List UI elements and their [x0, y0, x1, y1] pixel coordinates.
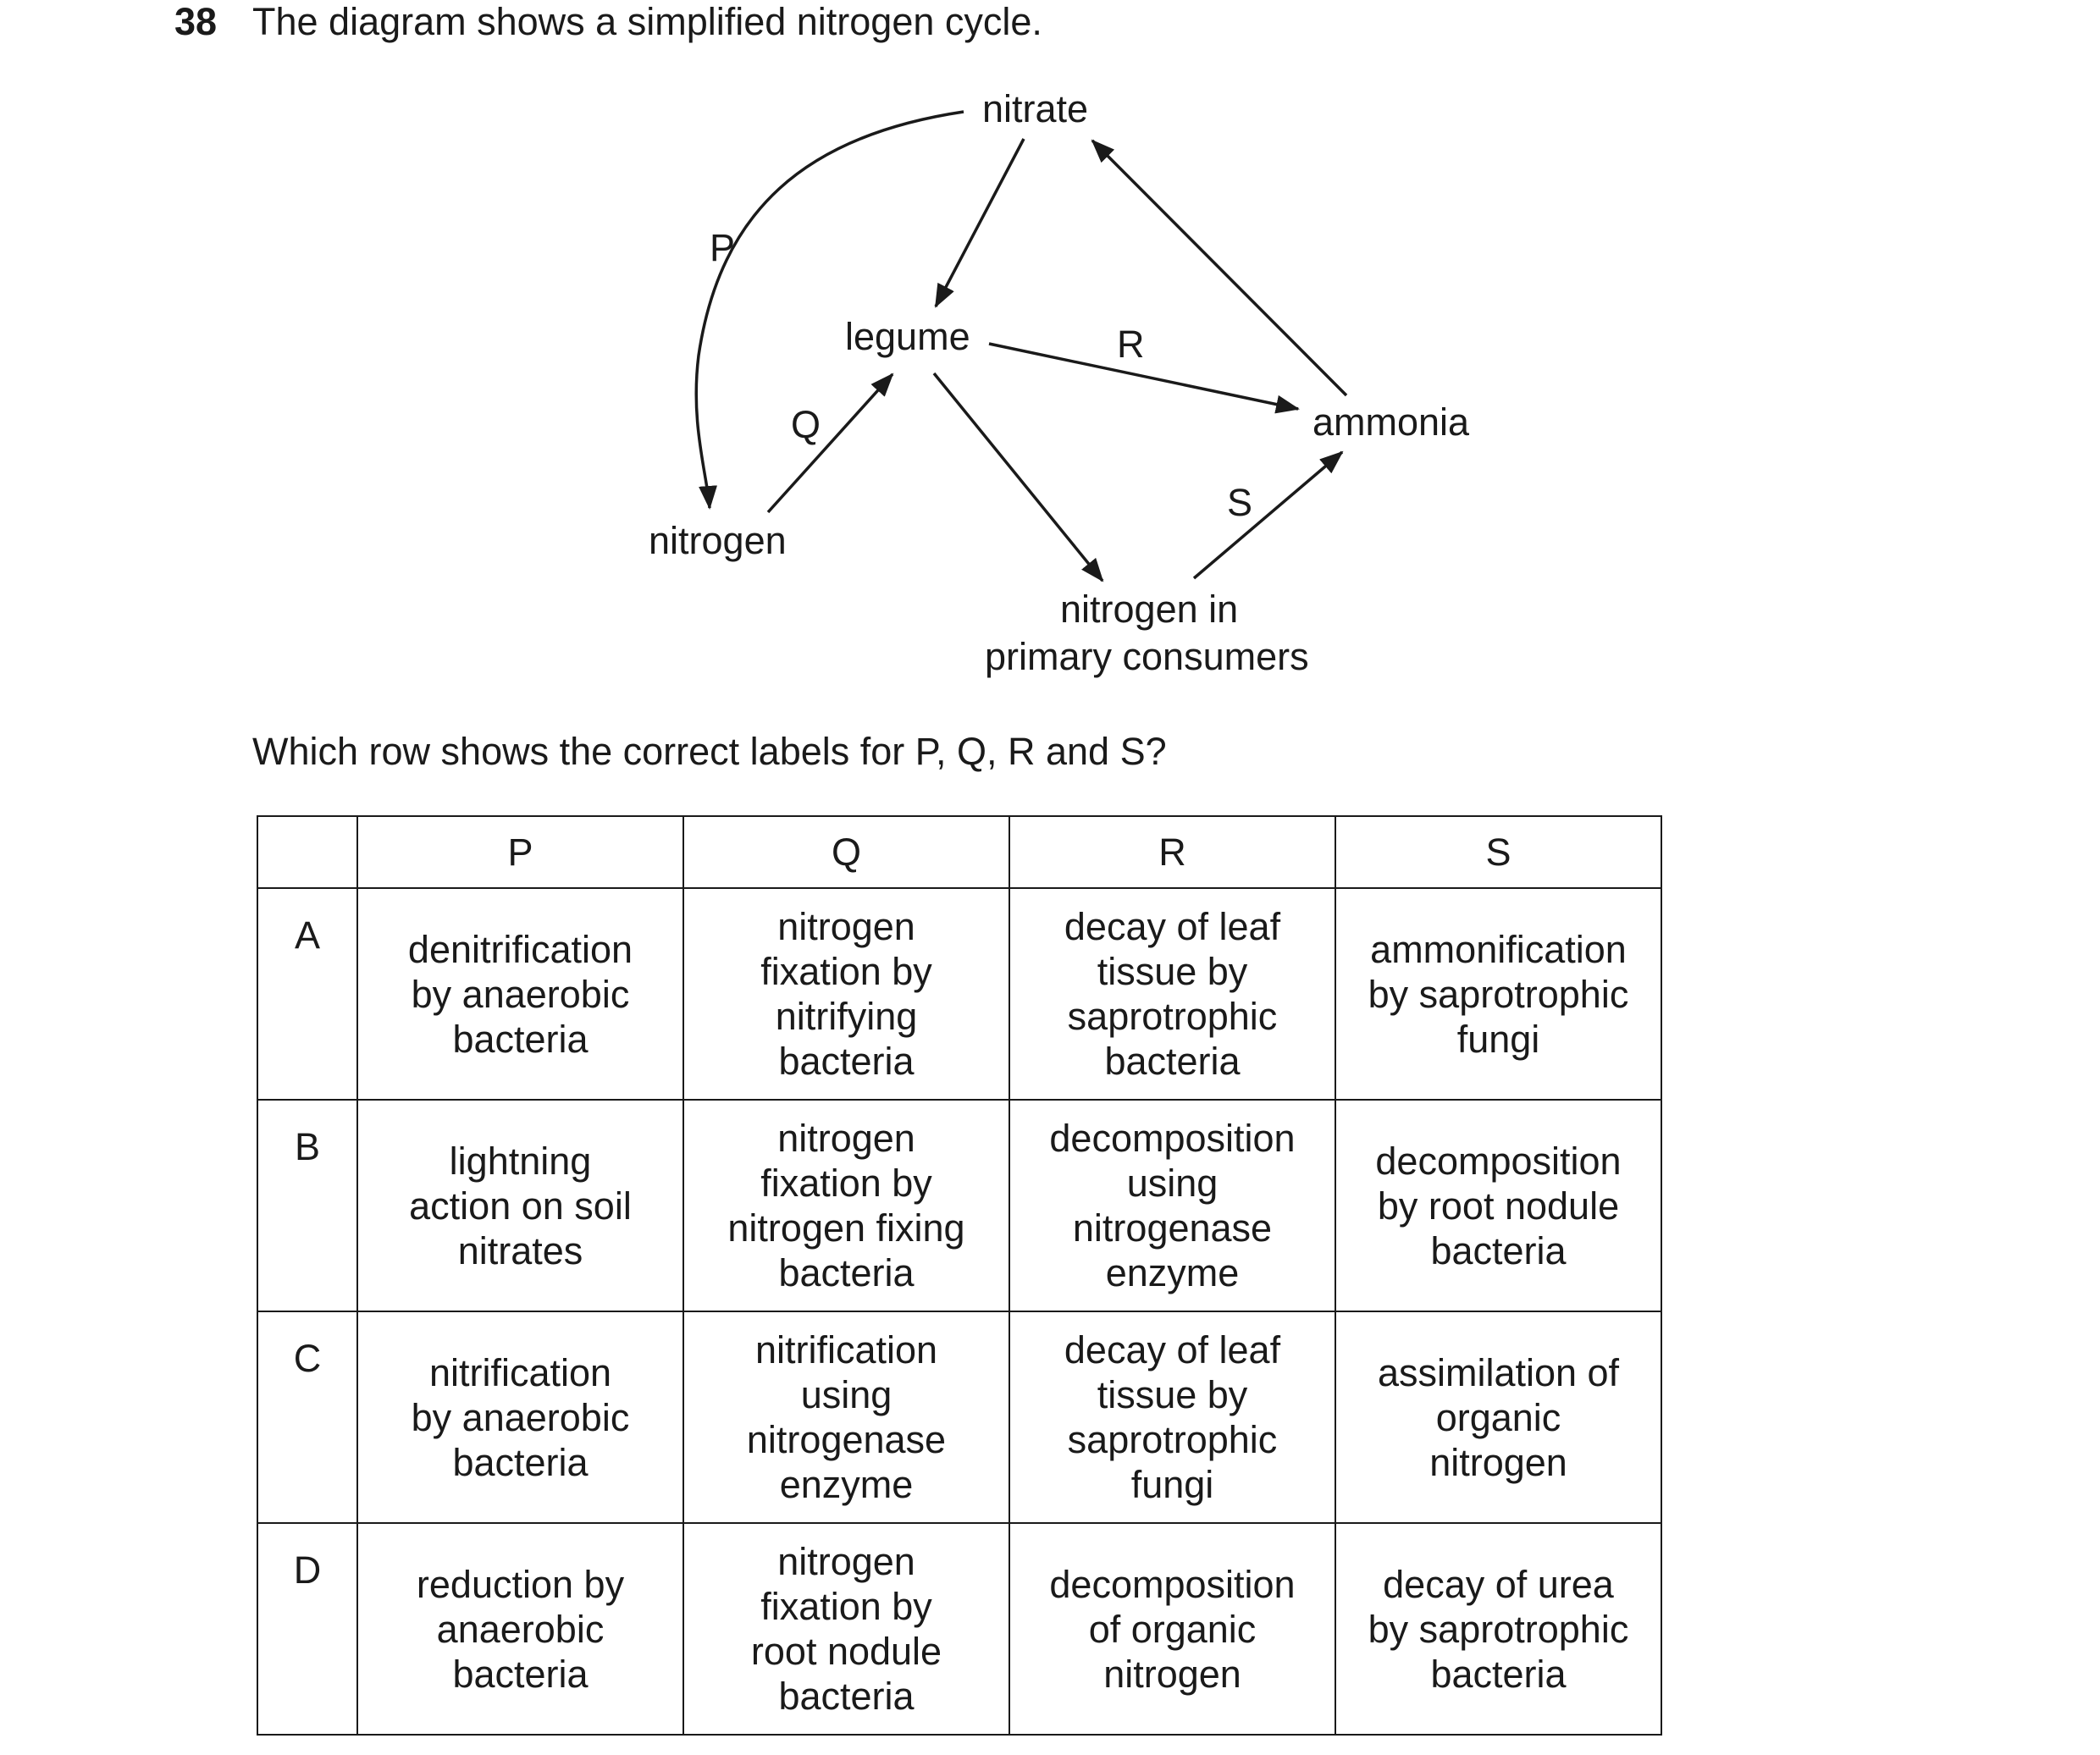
cell-line: fungi — [1456, 1017, 1540, 1061]
cell-line: saprotrophic — [1067, 1418, 1278, 1461]
cell-line: decay of leaf — [1064, 1328, 1281, 1371]
row-letter: C — [257, 1311, 357, 1523]
cell-line: bacteria — [1430, 1228, 1567, 1272]
cell-text — [1010, 1524, 1335, 1734]
cell-line: decomposition — [1049, 1117, 1296, 1160]
cell-line: by root nodule — [1377, 1184, 1620, 1228]
node-legume: legume — [845, 315, 970, 358]
cell-line: root nodule — [750, 1630, 942, 1673]
cell-b-r — [1009, 1100, 1335, 1311]
cell-text — [1336, 1101, 1661, 1311]
header-q: Q — [683, 816, 1009, 888]
cell-line: nitrogen — [777, 1540, 915, 1583]
cell-line: bacteria — [452, 1017, 589, 1061]
arrow-s-consumers-to-ammonia — [1194, 452, 1342, 578]
cell-line: nitrification — [428, 1350, 612, 1394]
cell-line: fungi — [1130, 1463, 1214, 1506]
cell-line: by anaerobic — [411, 972, 630, 1016]
row-letter: B — [257, 1100, 357, 1311]
cell-line: bacteria — [452, 1440, 589, 1484]
node-ammonia: ammonia — [1312, 400, 1470, 444]
cell-line: using — [800, 1373, 892, 1416]
header-s: S — [1335, 816, 1661, 888]
cell-line: bacteria — [1104, 1040, 1241, 1083]
cell-line: of organic — [1088, 1607, 1257, 1651]
arrow-label-r: R — [1117, 323, 1145, 366]
row-letter: D — [257, 1523, 357, 1735]
cell-text — [358, 889, 682, 1099]
cell-text — [1336, 889, 1661, 1099]
cell-a-q — [683, 888, 1009, 1100]
table-row-d — [257, 1523, 1661, 1735]
node-consumers-line1: nitrogen in — [1060, 588, 1239, 631]
cell-line: bacteria — [778, 1040, 915, 1083]
cell-line: decay of leaf — [1064, 905, 1281, 948]
cell-text — [358, 1524, 682, 1734]
cell-line: bacteria — [452, 1652, 589, 1696]
cell-line: action on soil — [409, 1184, 632, 1228]
cell-line: by saprotrophic — [1368, 972, 1629, 1016]
arrow-label-s: S — [1227, 481, 1253, 524]
cell-d-s — [1335, 1523, 1661, 1735]
question-number: 38 — [174, 0, 218, 43]
cell-text — [358, 1312, 682, 1522]
cell-b-p — [357, 1100, 683, 1311]
cell-text — [358, 1101, 682, 1311]
header-p: P — [357, 816, 683, 888]
cell-b-q — [683, 1100, 1009, 1311]
cell-line: enzyme — [779, 1463, 914, 1506]
cell-line: nitrification — [754, 1328, 938, 1371]
cell-line: nitrogenase — [1072, 1206, 1273, 1250]
cell-line: reduction by — [416, 1562, 625, 1606]
cell-line: nitrogen — [1103, 1652, 1241, 1696]
cell-line: tissue by — [1097, 1373, 1248, 1416]
cell-d-q — [683, 1523, 1009, 1735]
cell-line: lightning — [449, 1139, 592, 1183]
node-nitrogen: nitrogen — [649, 519, 787, 562]
row-letter: A — [257, 888, 357, 1100]
cell-line: nitrifying — [775, 995, 918, 1038]
cell-line: saprotrophic — [1067, 995, 1278, 1038]
cell-line: tissue by — [1097, 950, 1248, 993]
cell-c-p — [357, 1311, 683, 1523]
nitrogen-cycle-diagram — [0, 0, 2100, 728]
cell-c-q — [683, 1311, 1009, 1523]
table-header-row — [257, 816, 1661, 888]
cell-line: fixation by — [760, 1585, 932, 1628]
cell-line: by anaerobic — [411, 1395, 630, 1439]
cell-text — [684, 1312, 1009, 1522]
cell-line: nitrogen — [1429, 1440, 1567, 1484]
cell-line: by saprotrophic — [1368, 1607, 1629, 1651]
cell-a-r — [1009, 888, 1335, 1100]
cell-line: fixation by — [760, 950, 932, 993]
cell-text — [684, 1101, 1009, 1311]
cell-line: decomposition — [1049, 1562, 1296, 1606]
cell-d-p — [357, 1523, 683, 1735]
arrow-q-nitrogen-to-legume — [768, 374, 892, 512]
cell-c-r — [1009, 1311, 1335, 1523]
arrow-nitrate-to-legume — [936, 139, 1024, 306]
header-r: R — [1009, 816, 1335, 888]
cell-line: using — [1126, 1162, 1219, 1205]
question-prompt: Which row shows the correct labels for P, Q, R and S? — [252, 730, 1167, 773]
cell-line: bacteria — [1430, 1652, 1567, 1696]
table-row-a — [257, 888, 1661, 1100]
cell-line: assimilation of — [1377, 1350, 1620, 1394]
cell-line: denitrification — [407, 927, 633, 971]
cell-text — [1010, 1101, 1335, 1311]
cell-line: enzyme — [1105, 1251, 1240, 1294]
cell-line: bacteria — [778, 1251, 915, 1294]
node-consumers-line2: primary consumers — [985, 635, 1309, 678]
cell-line: bacteria — [778, 1675, 915, 1718]
cell-line: nitrogenase — [746, 1418, 947, 1461]
arrow-label-q: Q — [791, 403, 821, 446]
table-row-b — [257, 1100, 1661, 1311]
cell-line: nitrates — [457, 1228, 583, 1272]
header-blank — [257, 816, 357, 888]
cell-text — [1336, 1524, 1661, 1734]
table-row-c — [257, 1311, 1661, 1523]
cell-text — [684, 1524, 1009, 1734]
cell-b-s — [1335, 1100, 1661, 1311]
cell-text — [1010, 1312, 1335, 1522]
cell-a-p — [357, 888, 683, 1100]
cell-line: fixation by — [760, 1162, 932, 1205]
cell-line: organic — [1435, 1395, 1561, 1439]
arrow-p-nitrate-to-nitrogen — [696, 112, 964, 508]
cell-line: ammonification — [1370, 927, 1627, 971]
cell-line: decomposition — [1375, 1139, 1622, 1183]
answer-table — [257, 815, 1662, 1736]
cell-text — [1010, 889, 1335, 1099]
cell-line: anaerobic — [436, 1607, 605, 1651]
cell-c-s — [1335, 1311, 1661, 1523]
arrow-label-p: P — [710, 226, 736, 269]
node-nitrate: nitrate — [982, 87, 1089, 130]
cell-a-s — [1335, 888, 1661, 1100]
cell-text — [684, 889, 1009, 1099]
cell-line: nitrogen — [777, 905, 915, 948]
question-text: The diagram shows a simplified nitrogen cycle. — [252, 0, 1042, 43]
cell-line: decay of urea — [1383, 1562, 1614, 1606]
cell-line: nitrogen fixing — [727, 1206, 965, 1250]
cell-d-r — [1009, 1523, 1335, 1735]
arrow-legume-to-consumers — [934, 373, 1102, 581]
cell-line: nitrogen — [777, 1117, 915, 1160]
cell-text — [1336, 1312, 1661, 1522]
